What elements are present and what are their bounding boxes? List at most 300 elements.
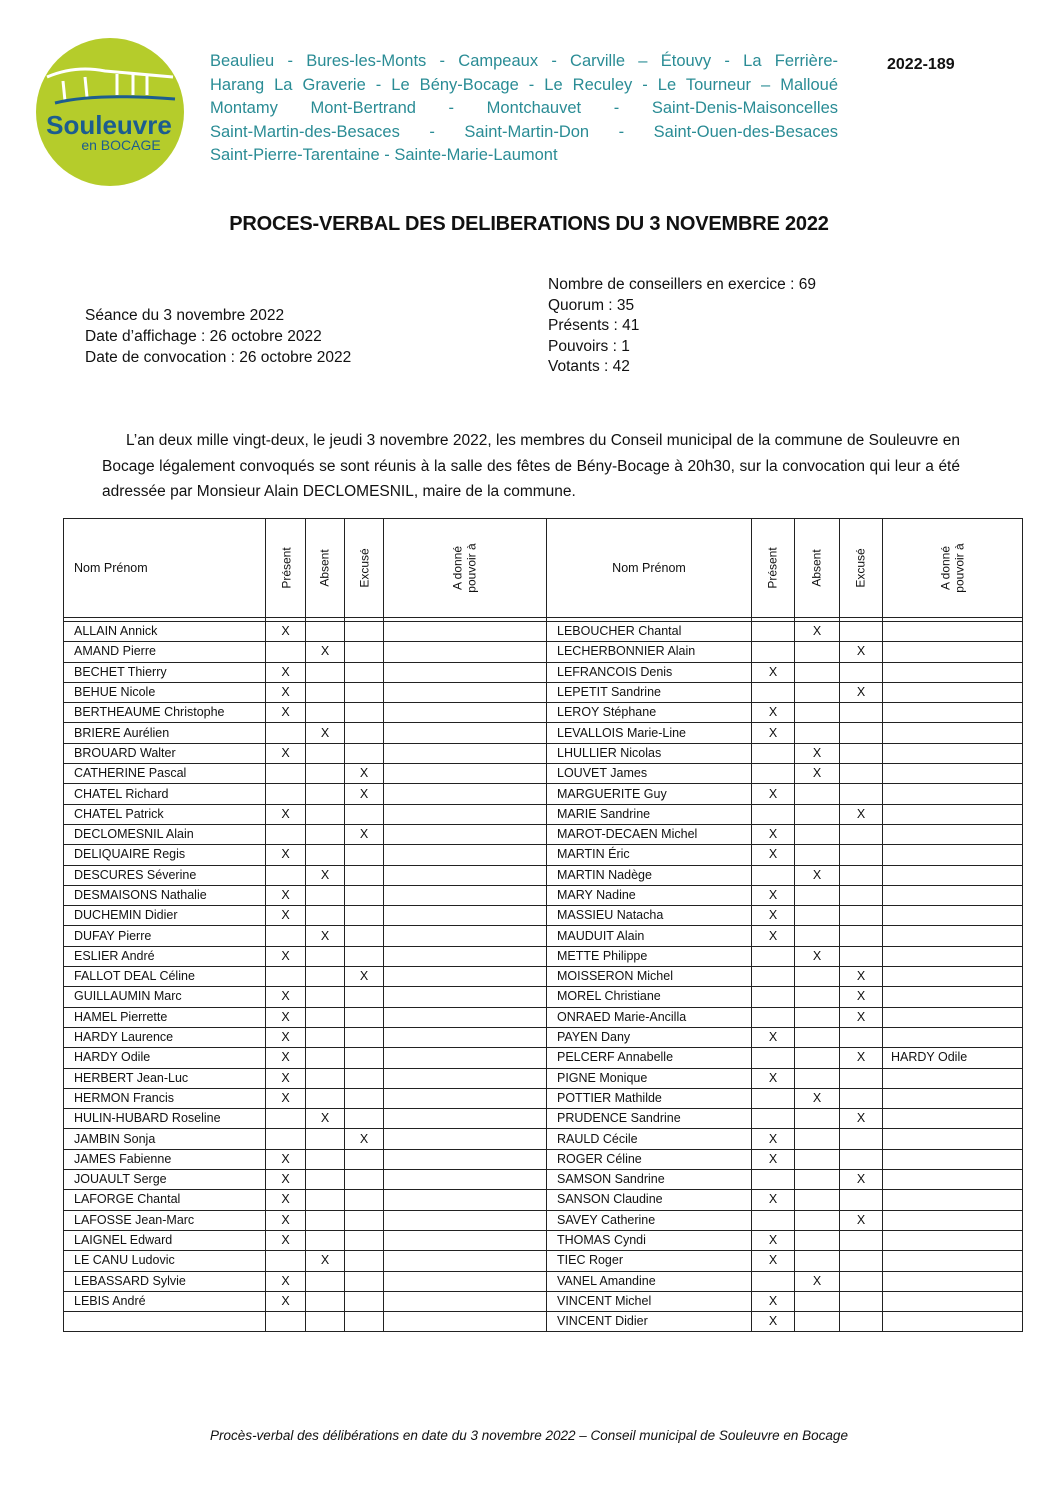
present-mark xyxy=(752,946,795,966)
present-mark xyxy=(752,1007,795,1027)
excuse-mark xyxy=(345,1068,384,1088)
proxy-to xyxy=(384,1190,547,1210)
proxy-to xyxy=(384,1312,547,1332)
present-mark: X xyxy=(752,784,795,804)
absent-mark xyxy=(795,784,840,804)
absent-mark xyxy=(795,662,840,682)
seance-info xyxy=(85,305,351,368)
absent-mark xyxy=(306,987,345,1007)
present-mark: X xyxy=(752,926,795,946)
excuse-mark xyxy=(840,865,883,885)
absent-mark xyxy=(306,1190,345,1210)
excuse-mark xyxy=(840,743,883,763)
proxy-to xyxy=(384,764,547,784)
excuse-mark xyxy=(345,1007,384,1027)
excuse-mark xyxy=(345,804,384,824)
excuse-mark xyxy=(840,1088,883,1108)
member-name: PELCERF Annabelle xyxy=(547,1048,752,1068)
absent-mark xyxy=(795,1048,840,1068)
proxy-to xyxy=(883,885,1023,905)
member-name: ESLIER André xyxy=(64,946,266,966)
present-mark: X xyxy=(752,1129,795,1149)
commune-line: Montamy Mont-Bertrand - Montchauvet - Saint-Denis-Maisoncelles xyxy=(210,99,838,117)
excuse-mark xyxy=(840,1190,883,1210)
member-name: CHATEL Patrick xyxy=(64,804,266,824)
header-pouvoir-right: A donné pouvoir à xyxy=(883,519,1023,618)
absent-mark xyxy=(795,987,840,1007)
present-mark xyxy=(266,1251,306,1271)
proxy-to xyxy=(384,1291,547,1311)
proxy-to xyxy=(384,784,547,804)
present-mark: X xyxy=(266,1027,306,1047)
present-mark xyxy=(752,1048,795,1068)
excuse-mark xyxy=(345,845,384,865)
present-mark: X xyxy=(266,1291,306,1311)
absent-mark xyxy=(306,1170,345,1190)
member-name: LOUVET James xyxy=(547,764,752,784)
absent-mark xyxy=(306,845,345,865)
excuse-mark xyxy=(840,845,883,865)
proxy-to xyxy=(883,1088,1023,1108)
member-name: ONRAED Marie-Ancilla xyxy=(547,1007,752,1027)
absent-mark: X xyxy=(306,865,345,885)
present-mark xyxy=(266,1109,306,1129)
absent-mark xyxy=(306,1312,345,1332)
absent-mark xyxy=(795,1291,840,1311)
absent-mark: X xyxy=(306,1251,345,1271)
commune-line: Saint-Martin-des-Besaces - Saint-Martin-Don - Saint-Ouen-des-Besaces xyxy=(210,122,838,141)
absent-mark xyxy=(306,1149,345,1169)
member-name: DUCHEMIN Didier xyxy=(64,906,266,926)
proxy-to xyxy=(384,1210,547,1230)
excuse-mark xyxy=(345,1312,384,1332)
member-name: LAIGNEL Edward xyxy=(64,1230,266,1250)
absent-mark: X xyxy=(306,1109,345,1129)
member-name: VINCENT Didier xyxy=(547,1312,752,1332)
absent-mark: X xyxy=(795,743,840,763)
member-name: DELIQUAIRE Regis xyxy=(64,845,266,865)
excuse-mark xyxy=(345,926,384,946)
table-row xyxy=(64,1027,1023,1047)
excuse-mark xyxy=(345,1271,384,1291)
present-mark xyxy=(752,682,795,702)
proxy-to xyxy=(883,1149,1023,1169)
absent-mark xyxy=(795,1312,840,1332)
absent-mark xyxy=(306,743,345,763)
excuse-mark xyxy=(345,682,384,702)
excuse-mark xyxy=(840,906,883,926)
member-name: LAFOSSE Jean-Marc xyxy=(64,1210,266,1230)
table-row xyxy=(64,1088,1023,1108)
present-mark xyxy=(752,1109,795,1129)
absent-mark xyxy=(795,1007,840,1027)
absent-mark: X xyxy=(306,926,345,946)
member-name: LEFRANCOIS Denis xyxy=(547,662,752,682)
table-row xyxy=(64,1068,1023,1088)
proxy-to xyxy=(384,946,547,966)
member-name: SAMSON Sandrine xyxy=(547,1170,752,1190)
member-name: MARTIN Nadège xyxy=(547,865,752,885)
proxy-to xyxy=(883,1109,1023,1129)
member-name: HULIN-HUBARD Roseline xyxy=(64,1109,266,1129)
excuse-mark: X xyxy=(345,1129,384,1149)
seance-date: Séance du 3 novembre 2022 xyxy=(85,307,285,324)
proxy-to xyxy=(384,642,547,662)
proxy-to xyxy=(384,1027,547,1047)
member-name: DECLOMESNIL Alain xyxy=(64,824,266,844)
member-name: PRUDENCE Sandrine xyxy=(547,1109,752,1129)
member-name: PIGNE Monique xyxy=(547,1068,752,1088)
table-row xyxy=(64,662,1023,682)
table-row xyxy=(64,1170,1023,1190)
present-mark: X xyxy=(266,845,306,865)
excuse-mark: X xyxy=(345,824,384,844)
excuse-mark xyxy=(840,622,883,642)
table-row xyxy=(64,642,1023,662)
absent-mark: X xyxy=(306,723,345,743)
proxy-to xyxy=(883,1251,1023,1271)
absent-mark xyxy=(795,703,840,723)
absent-mark xyxy=(306,906,345,926)
proxy-to xyxy=(384,906,547,926)
absent-mark xyxy=(306,1088,345,1108)
proxy-to xyxy=(883,703,1023,723)
member-name: SANSON Claudine xyxy=(547,1190,752,1210)
present-mark: X xyxy=(266,682,306,702)
proxy-to xyxy=(384,723,547,743)
header-absent-right: Absent xyxy=(795,519,840,618)
logo-text-souleuvre: Souleuvre xyxy=(46,110,172,140)
absent-mark: X xyxy=(795,1088,840,1108)
absent-mark xyxy=(795,1251,840,1271)
present-mark: X xyxy=(266,946,306,966)
commune-line: Saint-Pierre-Tarentaine - Sainte-Marie-Laumont xyxy=(210,146,558,164)
member-name: JOUAULT Serge xyxy=(64,1170,266,1190)
member-name: LEVALLOIS Marie-Line xyxy=(547,723,752,743)
present-mark: X xyxy=(752,1312,795,1332)
excuse-mark: X xyxy=(345,967,384,987)
member-name: LECHERBONNIER Alain xyxy=(547,642,752,662)
header-name-left: Nom Prénom xyxy=(64,519,266,618)
present-mark: X xyxy=(752,845,795,865)
excuse-mark xyxy=(345,1027,384,1047)
proxy-to: HARDY Odile xyxy=(883,1048,1023,1068)
excuse-mark: X xyxy=(840,1170,883,1190)
proxy-to xyxy=(384,1170,547,1190)
member-name: MAUDUIT Alain xyxy=(547,926,752,946)
absent-mark: X xyxy=(795,865,840,885)
absent-mark xyxy=(795,967,840,987)
present-mark: X xyxy=(266,622,306,642)
present-mark xyxy=(266,926,306,946)
present-mark xyxy=(266,865,306,885)
communes-list xyxy=(210,50,838,168)
excuse-mark xyxy=(840,824,883,844)
proxy-to xyxy=(384,885,547,905)
excuse-mark xyxy=(345,1251,384,1271)
proxy-to xyxy=(883,622,1023,642)
proxy-to xyxy=(883,682,1023,702)
absent-mark xyxy=(795,1230,840,1250)
absent-mark xyxy=(795,682,840,702)
member-name: MOISSERON Michel xyxy=(547,967,752,987)
excuse-mark xyxy=(840,946,883,966)
table-row xyxy=(64,967,1023,987)
table-row xyxy=(64,764,1023,784)
excuse-mark xyxy=(345,1109,384,1129)
proxy-to xyxy=(883,906,1023,926)
proxy-to xyxy=(384,865,547,885)
member-name: LEBASSARD Sylvie xyxy=(64,1271,266,1291)
member-name: BERTHEAUME Christophe xyxy=(64,703,266,723)
absent-mark: X xyxy=(795,1271,840,1291)
proxy-to xyxy=(883,1027,1023,1047)
member-name: MARGUERITE Guy xyxy=(547,784,752,804)
proxy-to xyxy=(384,1068,547,1088)
table-row xyxy=(64,622,1023,642)
excuse-mark xyxy=(345,1190,384,1210)
excuse-mark xyxy=(840,723,883,743)
proxy-to xyxy=(883,1271,1023,1291)
proxy-to xyxy=(384,987,547,1007)
excuse-mark xyxy=(840,1230,883,1250)
member-name: MAROT-DECAEN Michel xyxy=(547,824,752,844)
page-footer: Procès-verbal des délibérations en date du 3 novembre 2022 – Conseil municipal de Souleuvre en Bocage xyxy=(210,1428,848,1443)
present-mark: X xyxy=(266,885,306,905)
excuse-mark xyxy=(345,1149,384,1169)
present-mark xyxy=(752,804,795,824)
member-name: CHATEL Richard xyxy=(64,784,266,804)
table-row xyxy=(64,682,1023,702)
absent-mark: X xyxy=(306,642,345,662)
member-name: AMAND Pierre xyxy=(64,642,266,662)
page-title: PROCES-VERBAL DES DELIBERATIONS DU 3 NOVEMBRE 2022 xyxy=(229,213,829,235)
table-row xyxy=(64,1007,1023,1027)
member-name: ALLAIN Annick xyxy=(64,622,266,642)
stat-conseillers: Nombre de conseillers en exercice : 69 xyxy=(548,276,816,293)
member-name: MARIE Sandrine xyxy=(547,804,752,824)
proxy-to xyxy=(384,824,547,844)
present-mark xyxy=(266,1312,306,1332)
absent-mark xyxy=(795,885,840,905)
member-name: LEBOUCHER Chantal xyxy=(547,622,752,642)
excuse-mark xyxy=(345,1048,384,1068)
absent-mark xyxy=(795,926,840,946)
absent-mark xyxy=(795,1068,840,1088)
table-header-row xyxy=(64,519,1023,618)
absent-mark: X xyxy=(795,764,840,784)
present-mark: X xyxy=(266,987,306,1007)
excuse-mark xyxy=(840,1312,883,1332)
present-mark: X xyxy=(266,1088,306,1108)
present-mark: X xyxy=(266,743,306,763)
excuse-mark xyxy=(840,662,883,682)
absent-mark xyxy=(306,1230,345,1250)
proxy-to xyxy=(883,1230,1023,1250)
excuse-mark xyxy=(345,987,384,1007)
present-mark xyxy=(752,967,795,987)
member-name: LHULLIER Nicolas xyxy=(547,743,752,763)
commune-line: Beaulieu - Bures-les-Monts - Campeaux - Carville – Étouvy - La Ferrière- xyxy=(210,52,838,70)
proxy-to xyxy=(883,967,1023,987)
proxy-to xyxy=(883,1291,1023,1311)
present-mark: X xyxy=(752,1190,795,1210)
absent-mark xyxy=(306,662,345,682)
table-row xyxy=(64,845,1023,865)
member-name xyxy=(64,1312,266,1332)
present-mark: X xyxy=(752,1027,795,1047)
member-name: HERBERT Jean-Luc xyxy=(64,1068,266,1088)
member-name: THOMAS Cyndi xyxy=(547,1230,752,1250)
table-row xyxy=(64,723,1023,743)
souleuvre-logo xyxy=(35,37,185,187)
present-mark: X xyxy=(752,824,795,844)
excuse-mark: X xyxy=(840,1109,883,1129)
present-mark: X xyxy=(266,1068,306,1088)
excuse-mark xyxy=(840,1129,883,1149)
proxy-to xyxy=(384,743,547,763)
table-row xyxy=(64,1271,1023,1291)
absent-mark xyxy=(795,824,840,844)
stat-votants: Votants : 42 xyxy=(548,358,630,375)
member-name: GUILLAUMIN Marc xyxy=(64,987,266,1007)
attendance-table xyxy=(63,518,1023,1332)
table-row xyxy=(64,1109,1023,1129)
excuse-mark: X xyxy=(840,642,883,662)
absent-mark xyxy=(306,1027,345,1047)
proxy-to xyxy=(384,1088,547,1108)
proxy-to xyxy=(384,703,547,723)
present-mark xyxy=(266,642,306,662)
present-mark: X xyxy=(752,703,795,723)
absent-mark xyxy=(306,1291,345,1311)
present-mark xyxy=(752,865,795,885)
member-name: BROUARD Walter xyxy=(64,743,266,763)
absent-mark xyxy=(795,723,840,743)
table-row xyxy=(64,1210,1023,1230)
member-name: MASSIEU Natacha xyxy=(547,906,752,926)
logo-text-bocage: en BOCAGE xyxy=(81,137,161,153)
table-row xyxy=(64,743,1023,763)
excuse-mark xyxy=(345,662,384,682)
member-name: BECHET Thierry xyxy=(64,662,266,682)
proxy-to xyxy=(384,1230,547,1250)
present-mark: X xyxy=(752,1251,795,1271)
proxy-to xyxy=(384,1149,547,1169)
member-name: VANEL Amandine xyxy=(547,1271,752,1291)
member-name: LEROY Stéphane xyxy=(547,703,752,723)
absent-mark xyxy=(795,1149,840,1169)
present-mark: X xyxy=(752,662,795,682)
excuse-mark xyxy=(345,622,384,642)
present-mark: X xyxy=(266,1271,306,1291)
proxy-to xyxy=(883,1190,1023,1210)
member-name: TIEC Roger xyxy=(547,1251,752,1271)
member-name: BEHUE Nicole xyxy=(64,682,266,702)
absent-mark xyxy=(306,885,345,905)
absent-mark xyxy=(795,1129,840,1149)
present-mark xyxy=(752,1210,795,1230)
present-mark: X xyxy=(266,1149,306,1169)
absent-mark xyxy=(306,622,345,642)
excuse-mark xyxy=(840,1251,883,1271)
stat-quorum: Quorum : 35 xyxy=(548,296,635,314)
excuse-mark xyxy=(840,1027,883,1047)
table-row xyxy=(64,784,1023,804)
excuse-mark xyxy=(840,764,883,784)
excuse-mark xyxy=(345,1088,384,1108)
member-name: BRIERE Aurélien xyxy=(64,723,266,743)
excuse-mark xyxy=(840,703,883,723)
proxy-to xyxy=(384,1007,547,1027)
member-name: DESMAISONS Nathalie xyxy=(64,885,266,905)
absent-mark xyxy=(795,1190,840,1210)
proxy-to xyxy=(384,662,547,682)
proxy-to xyxy=(384,1251,547,1271)
excuse-mark: X xyxy=(840,1007,883,1027)
affichage-date: Date d’affichage : 26 octobre 2022 xyxy=(85,328,322,345)
present-mark xyxy=(752,764,795,784)
present-mark xyxy=(752,1271,795,1291)
header-present-left: Présent xyxy=(266,519,306,618)
absent-mark: X xyxy=(795,946,840,966)
present-mark xyxy=(752,743,795,763)
present-mark xyxy=(266,723,306,743)
member-name: JAMBIN Sonja xyxy=(64,1129,266,1149)
proxy-to xyxy=(384,622,547,642)
excuse-mark: X xyxy=(345,764,384,784)
present-mark: X xyxy=(266,906,306,926)
proxy-to xyxy=(883,926,1023,946)
proxy-to xyxy=(883,764,1023,784)
intro-paragraph: L’an deux mille vingt-deux, le jeudi 3 novembre 2022, les membres du Conseil municipal de la commune de Souleuvre en Bocage légalement convoqués se sont réunis à la salle des fêtes de Bény-Bocage à 20h30, sur la convocation qui leur a été adressée par Monsieur Alain DECLOMESNIL, maire de la commune. xyxy=(102,432,960,500)
proxy-to xyxy=(384,1048,547,1068)
excuse-mark xyxy=(345,642,384,662)
member-name: POTTIER Mathilde xyxy=(547,1088,752,1108)
header-present-right: Présent xyxy=(752,519,795,618)
present-mark: X xyxy=(266,1170,306,1190)
present-mark: X xyxy=(266,804,306,824)
excuse-mark xyxy=(840,784,883,804)
absent-mark xyxy=(306,682,345,702)
present-mark: X xyxy=(752,1149,795,1169)
absent-mark xyxy=(306,1007,345,1027)
member-name: SAVEY Catherine xyxy=(547,1210,752,1230)
excuse-mark: X xyxy=(840,804,883,824)
absent-mark xyxy=(795,906,840,926)
present-mark xyxy=(752,642,795,662)
excuse-mark: X xyxy=(840,1048,883,1068)
stat-presents: Présents : 41 xyxy=(548,317,640,334)
header-excuse-left: Excusé xyxy=(345,519,384,618)
absent-mark xyxy=(795,804,840,824)
excuse-mark xyxy=(840,1068,883,1088)
proxy-to xyxy=(384,926,547,946)
absent-mark xyxy=(306,1048,345,1068)
excuse-mark xyxy=(840,1149,883,1169)
member-name: FALLOT DEAL Céline xyxy=(64,967,266,987)
proxy-to xyxy=(883,865,1023,885)
table-row xyxy=(64,1048,1023,1068)
excuse-mark xyxy=(345,703,384,723)
proxy-to xyxy=(883,946,1023,966)
excuse-mark: X xyxy=(840,987,883,1007)
member-name: HERMON Francis xyxy=(64,1088,266,1108)
table-row xyxy=(64,703,1023,723)
proxy-to xyxy=(883,987,1023,1007)
absent-mark xyxy=(306,1271,345,1291)
excuse-mark: X xyxy=(840,967,883,987)
